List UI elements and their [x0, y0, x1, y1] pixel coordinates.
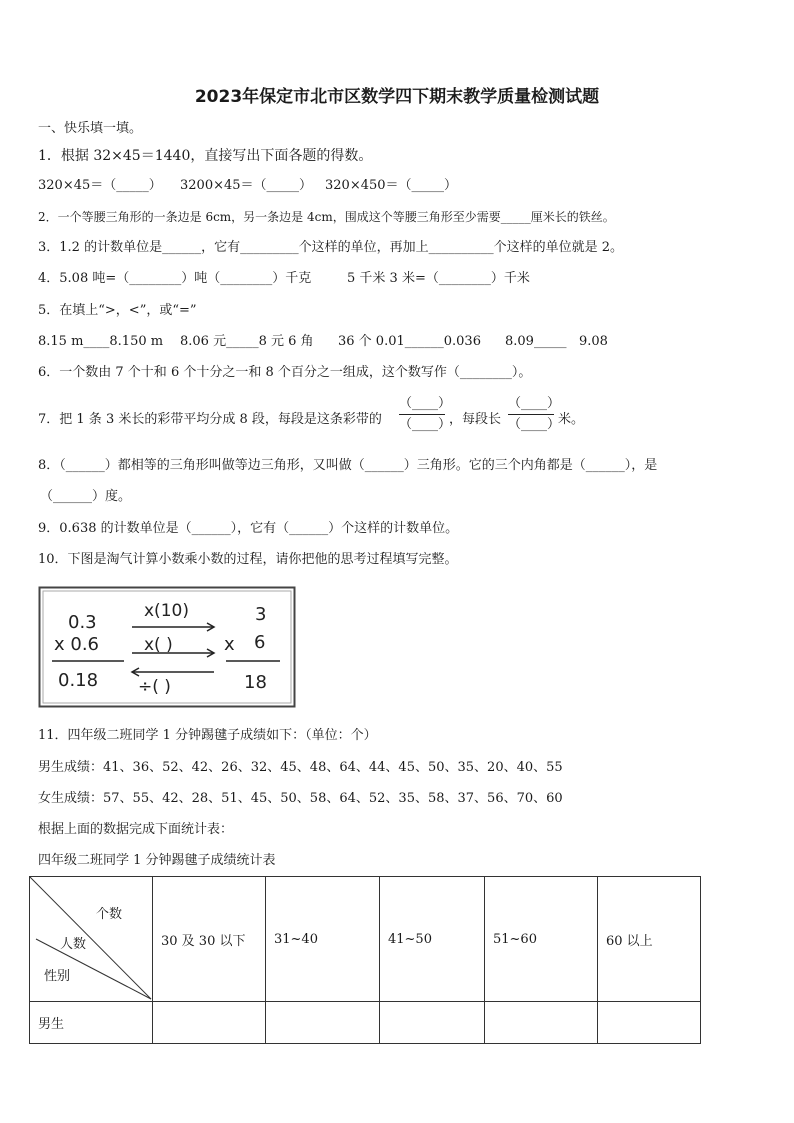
answer-cell[interactable]	[598, 1002, 701, 1044]
question-8-line-2: （______）度。	[40, 489, 132, 504]
calculation-figure	[38, 586, 296, 708]
question-9: 9．0.638 的计数单位是（______），它有（______）个这样的计数单位。	[38, 521, 459, 536]
question-5-item-1: 8.15 m____8.150 m	[38, 334, 164, 349]
column-header: 51~60	[485, 877, 598, 1002]
right-product: 18	[244, 672, 267, 693]
table-header-row	[30, 877, 701, 1002]
answer-cell[interactable]	[153, 1002, 266, 1044]
question-7-part-b: ，每段长	[449, 412, 502, 427]
table-corner-cell	[30, 877, 153, 1002]
arrow-3-label: ÷( )	[138, 677, 171, 697]
corner-label-people: 人数	[60, 937, 87, 952]
table-instruction: 根据上面的数据完成下面统计表：	[38, 822, 234, 837]
table-title: 四年级二班同学 1 分钟踢毽子成绩统计表	[38, 853, 276, 868]
question-5-item-5: 9.08	[579, 334, 608, 349]
right-times: x	[224, 634, 235, 655]
question-7-part-c: 米。	[558, 412, 585, 427]
question-7-part-a: 7．把 1 条 3 米长的彩带平均分成 8 段，每段是这条彩带的	[38, 412, 382, 427]
question-1-item-1: 320×45＝（_____）	[38, 178, 162, 193]
question-2: 2．一个等腰三角形的一条边是 6cm，另一条边是 4cm，围成这个等腰三角形至少需要_____厘米长的铁丝。	[38, 210, 615, 224]
fraction-1-numerator: （____）	[399, 396, 452, 411]
question-3: 3．1.2 的计数单位是______，它有_________个这样的单位，再加上__________个这样的单位就是 2。	[38, 240, 623, 255]
row-label-boys: 男生	[30, 1002, 153, 1044]
question-10-stem: 10．下图是淘气计算小数乘小数的过程，请你把他的思考过程填写完整。	[38, 552, 458, 567]
question-5-item-2: 8.06 元_____8 元 6 角	[180, 334, 314, 349]
question-1-stem: 1．根据 32×45＝1440，直接写出下面各题的得数。	[38, 148, 373, 164]
question-1-item-3: 320×450＝（_____）	[325, 178, 458, 193]
question-8-line-1: 8．（______）都相等的三角形叫做等边三角形，又叫做（______）三角形。它的三个内角都是（______），是	[38, 458, 658, 473]
left-product: 0.18	[58, 670, 99, 691]
corner-label-count: 个数	[96, 907, 123, 922]
question-10-figure	[38, 586, 296, 708]
arrow-2-label: x( )	[144, 635, 173, 655]
right-multiplicand: 3	[255, 604, 267, 625]
page-title: 2023年保定市北市区数学四下期末教学质量检测试题	[194, 87, 600, 107]
arrow-1-label: x(10)	[144, 601, 189, 621]
question-6: 6．一个数由 7 个十和 6 个十分之一和 8 个百分之一组成，这个数写作（________）。	[38, 365, 532, 380]
score-statistics-table	[29, 876, 701, 1044]
column-header: 60 以上	[598, 877, 701, 1002]
left-multiplicand: 0.3	[68, 612, 97, 633]
fraction-2-numerator: （____）	[508, 396, 561, 411]
question-4-part-a: 4．5.08 吨=（________）吨（________）千克	[38, 271, 312, 286]
answer-cell[interactable]	[266, 1002, 380, 1044]
right-multiplier: 6	[254, 632, 266, 653]
fraction-2-bar	[508, 414, 554, 415]
question-4-part-b: 5 千米 3 米=（________）千米	[347, 271, 530, 286]
corner-label-gender: 性别	[44, 969, 71, 984]
answer-cell[interactable]	[485, 1002, 598, 1044]
question-5-item-4: 8.09_____	[505, 334, 567, 349]
column-header: 30 及 30 以下	[153, 877, 266, 1002]
question-1-item-2: 3200×45＝（_____）	[180, 178, 313, 193]
girls-scores: 女生成绩：57、55、42、28、51、45、50、58、64、52、35、58、37、56、70、60	[38, 791, 563, 806]
question-5-stem: 5．在填上“>，<”，或“=”	[38, 303, 197, 318]
column-header: 31~40	[266, 877, 380, 1002]
column-header: 41~50	[380, 877, 485, 1002]
fraction-2-denominator: （____）	[508, 417, 561, 432]
question-7-fraction-1	[399, 396, 452, 433]
question-5-item-3: 36 个 0.01______0.036	[338, 334, 481, 349]
fraction-1-bar	[399, 414, 445, 415]
table-row	[30, 1002, 701, 1044]
section-heading: 一、快乐填一填。	[38, 121, 143, 136]
question-11-stem: 11．四年级二班同学 1 分钟踢毽子成绩如下：（单位：个）	[38, 728, 377, 743]
boys-scores: 男生成绩：41、36、52、42、26、32、45、48、64、44、45、50、35、20、40、55	[38, 760, 563, 775]
fraction-1-denominator: （____）	[399, 417, 452, 432]
left-multiplier: x 0.6	[54, 634, 99, 655]
answer-cell[interactable]	[380, 1002, 485, 1044]
question-7-fraction-2	[508, 396, 561, 433]
